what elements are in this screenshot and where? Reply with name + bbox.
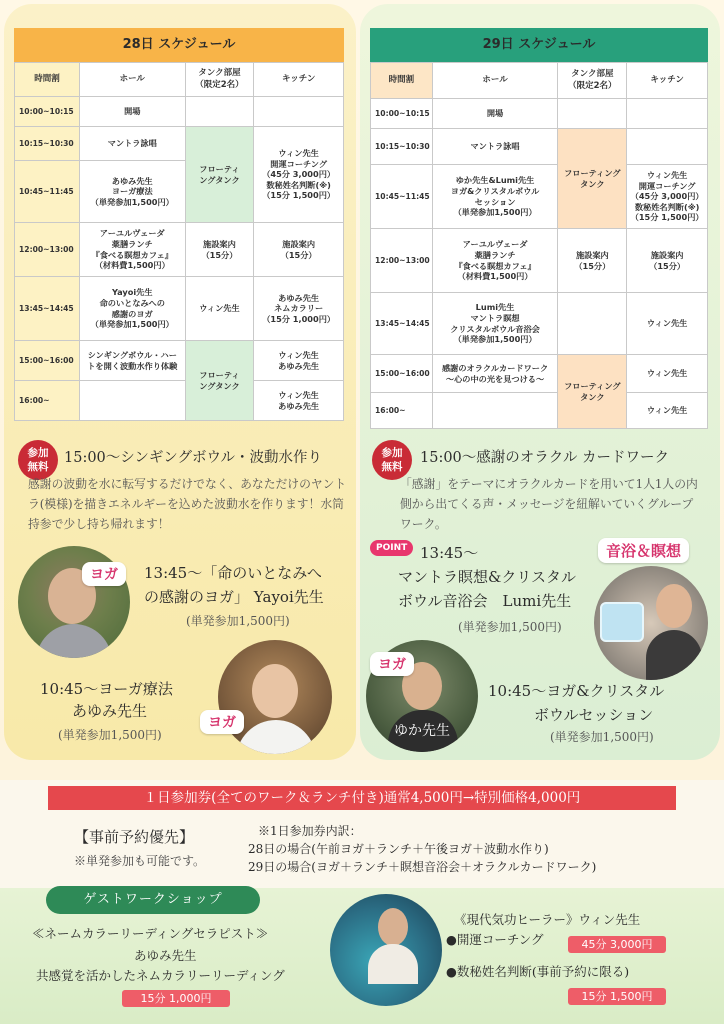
- header-tank: タンク部屋 （限定2名）: [558, 63, 627, 99]
- day28-title: 28日 スケジュール: [14, 28, 344, 62]
- tank-cell: フローティ ングタンク: [185, 341, 254, 421]
- time-cell: 15:00~16:00: [371, 355, 433, 393]
- right-event-desc: 「感謝」をテーマにオラクルカードを用いて1人1人の内側から出てくる声・メッセージを紐解いていくグループワーク。: [400, 477, 698, 531]
- kitchen-cell: ウィン先生 開運コーチング （45分 3,000円） 数秘姓名判断(※) （15分 1,500円）: [627, 165, 708, 229]
- ayumi-price: (単発参加1,500円): [58, 728, 162, 742]
- ayumi-guest-name: あゆみ先生: [134, 948, 197, 963]
- kitchen-cell: 施設案内 （15分）: [627, 229, 708, 293]
- portrait-shape: [252, 664, 298, 718]
- portrait-body: [368, 944, 418, 984]
- guest-workshop-pill: ゲストワークショップ: [46, 886, 260, 914]
- win-photo: [330, 894, 442, 1006]
- yuka-line2: ボウルセッション: [534, 706, 654, 724]
- win-guest-price1: 45分 3,000円: [568, 936, 666, 953]
- yuka-line1: 10:45〜ヨガ&クリスタル: [488, 682, 665, 700]
- yuka-price: (単発参加1,500円): [550, 730, 654, 744]
- header-time: 時間割: [15, 63, 80, 97]
- lumi-line2: マントラ瞑想&クリスタル: [398, 568, 577, 586]
- kitchen-cell: ウィン先生 あゆみ先生: [254, 381, 344, 421]
- hall-cell: アーユルヴェーダ 薬膳ランチ 『食べる瞑想カフェ』 （材料費1,500円）: [79, 223, 185, 277]
- tank-cell: [558, 293, 627, 355]
- portrait-body: [36, 624, 112, 658]
- kitchen-cell: ウィン先生 開運コーチング （45分 3,000円） 数秘姓名判断(※) （15分 1,500円）: [254, 127, 344, 223]
- tank-cell: [185, 97, 254, 127]
- header-hall: ホール: [79, 63, 185, 97]
- breakdown-title: ※1日参加券内訳：: [258, 824, 362, 838]
- yayoi-price: (単発参加1,500円): [186, 614, 290, 628]
- time-cell: 15:00~16:00: [15, 341, 80, 381]
- kitchen-cell: [254, 97, 344, 127]
- time-cell: 10:45~11:45: [15, 161, 80, 223]
- hall-cell: マントラ詠唱: [79, 127, 185, 161]
- point-label: POINT: [370, 540, 413, 556]
- win-guest-price2: 15分 1,500円: [568, 988, 666, 1005]
- hall-cell: アーユルヴェーダ 薬膳ランチ 『食べる瞑想カフェ』 （材料費1,500円）: [432, 229, 558, 293]
- ayumi-line1: 10:45〜ヨーガ療法: [40, 680, 173, 698]
- hall-cell: あゆみ先生 ヨーガ療法 （単発参加1,500円）: [79, 161, 185, 223]
- tank-cell: フローティング タンク: [558, 129, 627, 229]
- portrait-body: [646, 630, 702, 680]
- win-guest-item2: ●数秘姓名判断(事前予約に限る): [446, 964, 630, 979]
- lumi-tag: 音浴＆瞑想: [598, 538, 689, 563]
- time-cell: 10:15~10:30: [15, 127, 80, 161]
- time-cell: 16:00~: [371, 393, 433, 429]
- free-badge: 参加 無料: [18, 440, 58, 480]
- ayumi-line2: あゆみ先生: [72, 702, 148, 720]
- free-badge: 参加 無料: [372, 440, 412, 480]
- right-event-heading: 15:00〜感謝のオラクル カードワーク: [420, 450, 669, 466]
- hall-cell: [79, 381, 185, 421]
- hall-cell: [432, 393, 558, 429]
- lumi-line1: 13:45〜: [420, 544, 479, 562]
- portrait-shape: [378, 908, 408, 946]
- header-hall: ホール: [432, 63, 558, 99]
- hall-cell: 開場: [79, 97, 185, 127]
- yayoi-line1: 13:45〜「命のいとなみへ: [144, 564, 322, 582]
- ayumi-guest-price: 15分 1,000円: [122, 990, 230, 1007]
- yuka-name: ゆか先生: [394, 723, 450, 739]
- tank-cell: [558, 99, 627, 129]
- ayumi-guest-title: ≪ネームカラーリーディングセラピスト≫: [32, 926, 269, 941]
- time-cell: 10:00~10:15: [15, 97, 80, 127]
- time-cell: 10:45~11:45: [371, 165, 433, 229]
- ayumi-photo: [218, 640, 332, 754]
- hall-cell: ゆか先生&Lumi先生 ヨガ&クリスタルボウル セッション （単発参加1,500円）: [432, 165, 558, 229]
- time-cell: 13:45~14:45: [15, 277, 80, 341]
- win-guest-item1: ●開運コーチング: [446, 932, 544, 947]
- crystal-bowl-icon: [600, 602, 644, 642]
- time-cell: 12:00~13:00: [15, 223, 80, 277]
- hall-cell: 感謝のオラクルカードワーク 〜心の中の光を見つける〜: [432, 355, 558, 393]
- hall-cell: シンギングボウル・ハー トを開く波動水作り体験: [79, 341, 185, 381]
- portrait-shape: [656, 584, 692, 628]
- tank-cell: フローティ ングタンク: [185, 127, 254, 223]
- tank-cell: 施設案内 （15分）: [558, 229, 627, 293]
- kitchen-cell: あゆみ先生 ネムカラリー （15分 1,000円）: [254, 277, 344, 341]
- yoga-tag: ヨガ: [82, 562, 126, 586]
- kitchen-cell: ウィン先生: [627, 293, 708, 355]
- lumi-price: (単発参加1,500円): [458, 620, 562, 634]
- hall-cell: Lumi先生 マントラ瞑想 クリスタルボウル音浴会 （単発参加1,500円）: [432, 293, 558, 355]
- tank-cell: フローティング タンク: [558, 355, 627, 429]
- day29-title: 29日 スケジュール: [370, 28, 708, 62]
- portrait-body: [236, 720, 316, 754]
- time-cell: 16:00~: [15, 381, 80, 421]
- tank-cell: 施設案内 （15分）: [185, 223, 254, 277]
- kitchen-cell: ウィン先生: [627, 393, 708, 429]
- breakdown-28: 28日の場合(午前ヨガ＋ランチ＋午後ヨガ＋波動水作り): [248, 842, 549, 856]
- yayoi-line2: の感謝のヨガ」 Yayoi先生: [144, 588, 324, 606]
- time-cell: 12:00~13:00: [371, 229, 433, 293]
- time-cell: 10:15~10:30: [371, 129, 433, 165]
- hall-cell: Yayoi先生 命のいとなみへの 感謝のヨガ （単発参加1,500円）: [79, 277, 185, 341]
- time-cell: 13:45~14:45: [371, 293, 433, 355]
- hall-cell: 開場: [432, 99, 558, 129]
- kitchen-cell: [627, 99, 708, 129]
- tank-cell: ウィン先生: [185, 277, 254, 341]
- header-time: 時間割: [371, 63, 433, 99]
- time-cell: 10:00~10:15: [371, 99, 433, 129]
- header-kitchen: キッチン: [627, 63, 708, 99]
- day29-table: [370, 62, 708, 429]
- left-event-desc: 感謝の波動を水に転写するだけでなく、あなただけのヤントラ(模様)を描きエネルギーを込めた波動水を作ります！水筒持参で少し持ち帰れます！: [28, 477, 347, 531]
- lumi-photo: [594, 566, 708, 680]
- yoga-tag: ヨガ: [370, 652, 414, 676]
- header-kitchen: キッチン: [254, 63, 344, 97]
- win-guest-title: 《現代気功ヒーラー》ウィン先生: [454, 912, 641, 927]
- left-event-heading: 15:00〜シンギングボウル・波動水作り: [64, 450, 323, 466]
- day28-table: [14, 62, 344, 421]
- reservation-title: 【事前予約優先】: [74, 828, 195, 846]
- yoga-tag: ヨガ: [200, 710, 244, 734]
- hall-cell: マントラ詠唱: [432, 129, 558, 165]
- kitchen-cell: ウィン先生 あゆみ先生: [254, 341, 344, 381]
- kitchen-cell: [627, 129, 708, 165]
- day-ticket-banner: １日参加券(全てのワーク＆ランチ付き)通常4,500円→特別価格4,000円: [48, 786, 676, 810]
- ayumi-guest-desc: 共感覚を活かしたネムカラリーリーディング: [36, 968, 285, 983]
- header-tank: タンク部屋 （限定2名）: [185, 63, 254, 97]
- kitchen-cell: 施設案内 （15分）: [254, 223, 344, 277]
- reservation-note: ※単発参加も可能です。: [74, 854, 206, 868]
- breakdown-29: 29日の場合(ヨガ＋ランチ＋瞑想音浴会＋オラクルカードワーク): [248, 860, 597, 874]
- kitchen-cell: ウィン先生: [627, 355, 708, 393]
- lumi-line3: ボウル音浴会 Lumi先生: [398, 592, 572, 610]
